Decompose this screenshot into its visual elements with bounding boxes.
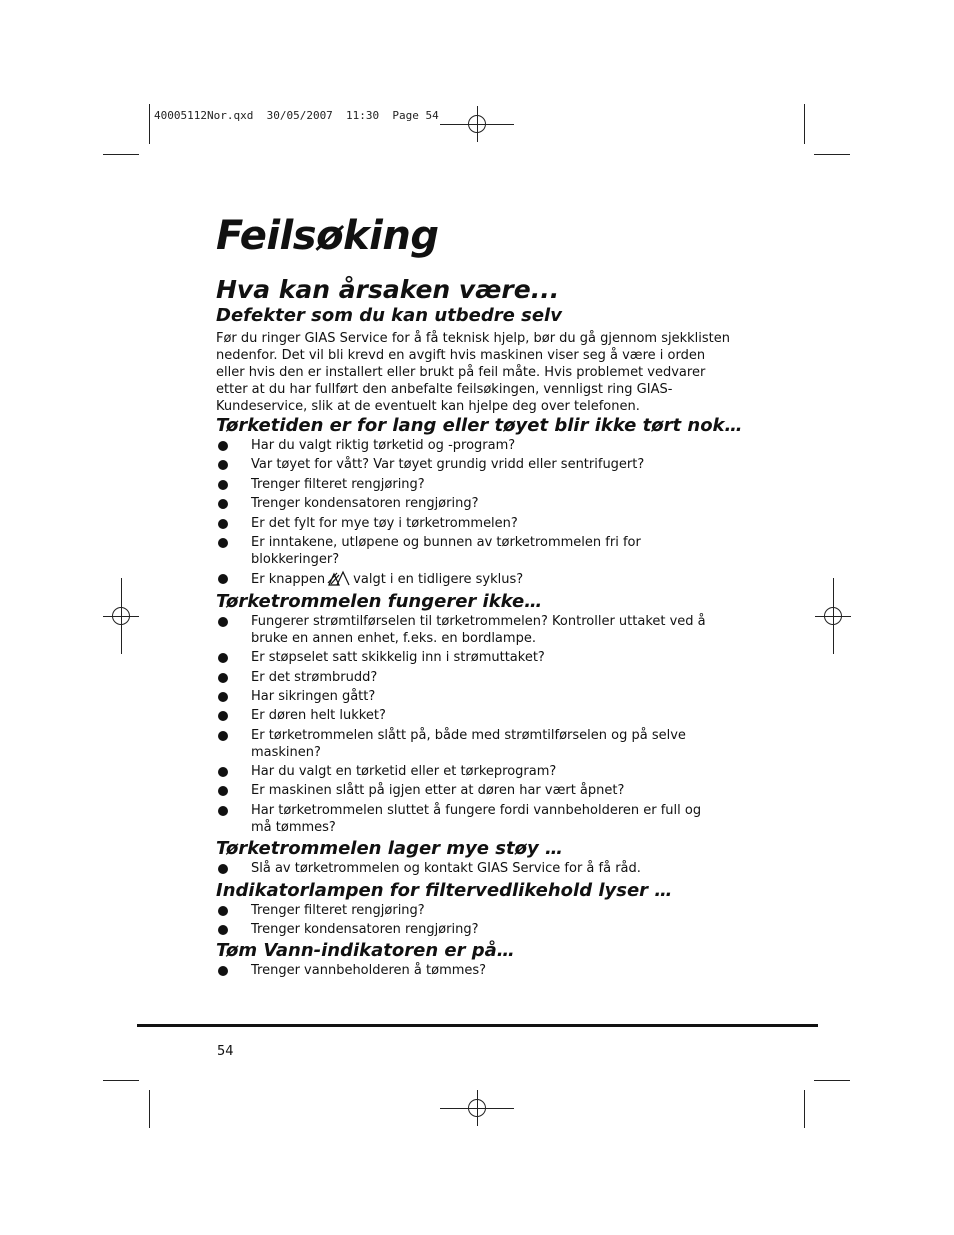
- list-item: [216, 962, 756, 979]
- intro-paragraph: [216, 330, 756, 415]
- bullet-icon: [218, 519, 228, 529]
- list-item-text: Trenger vannbeholderen å tømmes?: [251, 963, 487, 979]
- crop-mark: [814, 154, 850, 155]
- list-item-text: Trenger kondensatoren rengjøring?: [251, 496, 479, 512]
- list-item-text: valgt i en tidligere syklus?: [353, 572, 524, 588]
- list-item-text: Trenger filteret rengjøring?: [251, 902, 425, 918]
- list-item-text: blokkeringer?: [251, 551, 340, 567]
- bullet-icon: [218, 653, 228, 663]
- list-item: [216, 707, 756, 724]
- bullet-icon: [218, 460, 228, 470]
- checklist: [216, 437, 756, 588]
- bullet-icon: [218, 966, 228, 976]
- intro-line: nedenfor. Det vil bli krevd en avgift hvis maskinen viser seg å være i orden: [216, 348, 706, 363]
- list-item-text: maskinen?: [251, 744, 321, 760]
- bullet-icon: [218, 538, 228, 548]
- list-item: [216, 921, 756, 938]
- checklist: [216, 860, 756, 877]
- bullet-icon: [218, 692, 228, 702]
- list-item: [216, 534, 756, 568]
- checklist: [216, 613, 756, 836]
- list-item: [216, 613, 756, 647]
- list-item: [216, 669, 756, 686]
- list-item: [216, 649, 756, 666]
- bullet-icon: [218, 441, 228, 451]
- section-heading: Tøm Vann-indikatoren er på…: [216, 940, 515, 962]
- list-item-text: Er støpselet satt skikkelig inn i strømuttaket?: [251, 650, 545, 666]
- list-item-text: Trenger filteret rengjøring?: [251, 476, 425, 492]
- bullet-icon: [218, 731, 228, 741]
- crop-mark: [804, 104, 805, 144]
- list-item-text: Har sikringen gått?: [251, 688, 376, 704]
- bullet-icon: [218, 673, 228, 683]
- list-item-text: Er knappen: [251, 572, 326, 588]
- list-item-text: Slå av tørketrommelen og kontakt GIAS Service for å få råd.: [251, 861, 641, 877]
- list-item: [216, 495, 756, 512]
- intro-line: Kundeservice, slik at de eventuelt kan hjelpe deg over telefonen.: [216, 399, 640, 414]
- crop-mark: [103, 1080, 139, 1081]
- crop-mark: [103, 154, 139, 155]
- footer-rule: [137, 1024, 818, 1027]
- bullet-icon: [218, 925, 228, 935]
- list-item: [216, 688, 756, 705]
- list-item: [216, 437, 756, 454]
- crop-mark: [804, 1090, 805, 1128]
- list-item-text: Er døren helt lukket?: [251, 708, 386, 724]
- intro-line: eller hvis den er installert eller brukt på feil måte. Hvis problemet vedvarer: [216, 365, 706, 380]
- printer-slug: 40005112Nor.qxd 30/05/2007 11:30 Page 54: [154, 109, 439, 122]
- list-item-text: må tømmes?: [251, 819, 336, 835]
- list-item-text: Er tørketrommelen slått på, både med strømtilførselen og på selve: [251, 727, 686, 743]
- crop-mark: [149, 1090, 150, 1128]
- bullet-icon: [218, 499, 228, 509]
- list-item-text: Er inntakene, utløpene og bunnen av tørketrommelen fri for: [251, 534, 641, 550]
- list-item-text: Fungerer strømtilførselen til tørketrommelen? Kontroller uttaket ved å: [251, 613, 706, 629]
- bullet-icon: [218, 906, 228, 916]
- list-item: [216, 763, 756, 780]
- bullet-icon: [218, 767, 228, 777]
- bullet-icon: [218, 806, 228, 816]
- bullet-icon: [218, 617, 228, 627]
- list-item: [216, 727, 756, 761]
- list-item: [216, 802, 756, 836]
- list-item: [216, 456, 756, 473]
- page-number: 54: [217, 1044, 234, 1059]
- bullet-icon: [218, 574, 228, 584]
- troubleshooting-sections: [216, 415, 756, 979]
- page-subtitle: Hva kan årsaken være...: [216, 275, 560, 304]
- delicate-drying-icon: [327, 570, 351, 586]
- list-item-text: Har tørketrommelen sluttet å fungere fordi vannbeholderen er full og: [251, 802, 702, 818]
- section-heading: Tørketrommelen lager mye støy …: [216, 838, 563, 860]
- bullet-icon: [218, 864, 228, 874]
- crop-mark: [814, 1080, 850, 1081]
- list-item: [216, 902, 756, 919]
- list-item-text: Var tøyet for vått? Var tøyet grundig vridd eller sentrifugert?: [251, 457, 645, 473]
- list-item-text: Er det strømbrudd?: [251, 669, 378, 685]
- bullet-icon: [218, 711, 228, 721]
- list-item: [216, 860, 756, 877]
- list-item-text: Har du valgt en tørketid eller et tørkeprogram?: [251, 764, 557, 780]
- checklist: [216, 902, 756, 938]
- list-item-text: Trenger kondensatoren rengjøring?: [251, 922, 479, 938]
- section-heading: Tørketiden er for lang eller tøyet blir ikke tørt nok…: [216, 415, 743, 436]
- list-item-text: bruke en annen enhet, f.eks. en bordlampe.: [251, 630, 536, 646]
- list-item: [216, 515, 756, 532]
- crop-mark: [149, 104, 150, 144]
- list-item: [216, 476, 756, 493]
- list-item: [216, 782, 756, 799]
- bullet-icon: [218, 786, 228, 796]
- section-heading-intro: Defekter som du kan utbedre selv: [216, 305, 562, 326]
- page-content: [216, 210, 756, 982]
- list-item: [216, 570, 756, 588]
- list-item-text: Er det fylt for mye tøy i tørketrommelen?: [251, 515, 518, 531]
- intro-line: etter at du har fullført den anbefalte feilsøkingen, vennligst ring GIAS-: [216, 382, 673, 397]
- list-item-text: Er maskinen slått på igjen etter at døren har vært åpnet?: [251, 783, 625, 799]
- page-title: Feilsøking: [216, 213, 439, 259]
- section-heading: Indikatorlampen for filtervedlikehold lyser …: [216, 879, 673, 901]
- checklist: [216, 962, 756, 979]
- bullet-icon: [218, 480, 228, 490]
- list-item-text: Har du valgt riktig tørketid og -program?: [251, 438, 516, 453]
- intro-line: Før du ringer GIAS Service for å få teknisk hjelp, bør du gå gjennom sjekklisten: [216, 331, 731, 346]
- section-heading: Tørketrommelen fungerer ikke…: [216, 590, 543, 612]
